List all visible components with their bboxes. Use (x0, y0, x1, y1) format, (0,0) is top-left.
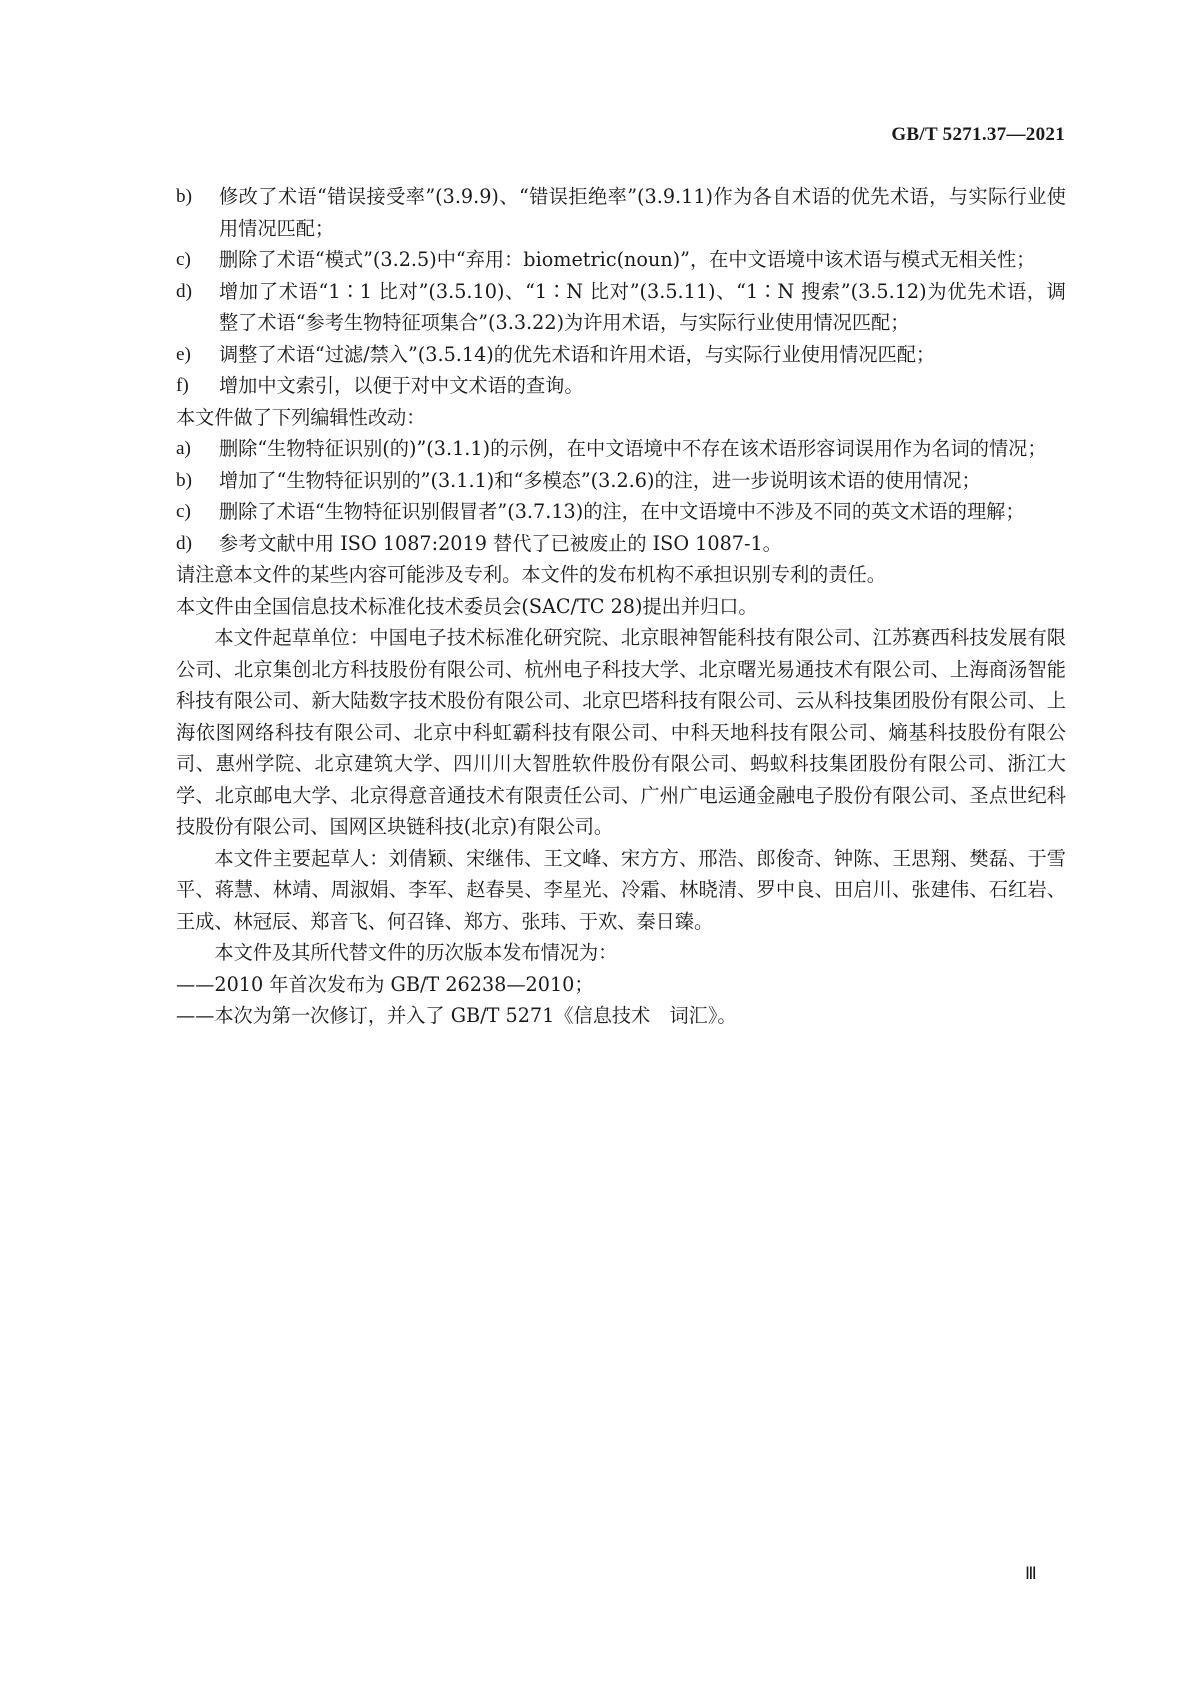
list-item (176, 370, 1066, 402)
list-item (176, 496, 1066, 528)
list-item (176, 244, 1066, 276)
editorial-changes-intro: 本文件做了下列编辑性改动： (176, 405, 426, 429)
editorial-changes-list (176, 433, 1066, 559)
document-body (176, 181, 1066, 1032)
proposed-by: 本文件由全国信息技术标准化技术委员会(SAC/TC 28)提出并归口。 (176, 594, 758, 618)
patent-notice: 请注意本文件的某些内容可能涉及专利。本文件的发布机构不承担识别专利的责任。 (176, 563, 886, 586)
drafting-units: 本文件起草单位：中国电子技术标准化研究院、北京眼神智能科技有限公司、江苏赛西科技发展有限公司、北京集创北方科技股份有限公司、杭州电子科技大学、北京曙光易通技术有限公司、上海商汤智能科技有限公司、新大陆数字技术股份有限公司、北京巴塔科技有限公司、云从科技集团股份有限公司、上海依图网络科技有限公司、北京中科虹霸科技有限公司、中科天地科技有限公司、熵基科技股份有限公司、惠州学院、北京建筑大学、四川川大智胜软件股份有限公司、蚂蚁科技集团股份有限公司、浙江大学、北京邮电大学、北京得意音通技术有限责任公司、广州广电运通金融电子股份有限公司、圣点世纪科技股份有限公司、国网区块链科技(北京)有限公司。 (176, 626, 1066, 838)
list-item (176, 433, 1066, 465)
list-item-text: 删除了术语“模式”(3.2.5)中“弃用：biometric(noun)”，在中文语境中该术语与模式无相关性； (219, 248, 1036, 271)
history-intro: 本文件及其所代替文件的历次版本发布情况为： (214, 941, 618, 964)
list-item-text: 增加中文索引，以便于对中文术语的查询。 (219, 374, 584, 397)
list-marker: a) (176, 438, 191, 459)
history-item: ——本次为第一次修订，并入了 GB/T 5271《信息技术 词汇》。 (176, 1004, 737, 1027)
drafters: 本文件主要起草人：刘倩颖、宋继伟、王文峰、宋方方、邢浩、郎俊奇、钟陈、王思翔、樊磊、于雪平、蒋慧、林靖、周淑娟、李军、赵春昊、李星光、冷霜、林晓清、罗中良、田启川、张建伟、石红岩、王成、林冠辰、郑音飞、何召锋、郑方、张玮、于欢、秦日臻。 (176, 846, 1066, 933)
list-item (176, 465, 1066, 497)
list-marker: f) (176, 375, 189, 396)
list-item-text: 增加了“生物特征识别的”(3.1.1)和“多模态”(3.2.6)的注，进一步说明该术语的使用情况； (219, 468, 981, 492)
list-item-text: 删除“生物特征识别(的)”(3.1.1)的示例，在中文语境中不存在该术语形容词误用作为名词的情况； (219, 437, 1047, 460)
standard-number-header: GB/T 5271.37—2021 (891, 124, 1065, 145)
list-marker: c) (176, 501, 191, 522)
list-marker: e) (176, 343, 191, 365)
list-marker: c) (176, 249, 191, 270)
list-item-text: 参考文献中用 ISO 1087:2019 替代了已被废止的 ISO 1087-1。 (219, 531, 782, 555)
page-number: Ⅲ (1025, 1564, 1037, 1583)
technical-changes-list (176, 181, 1066, 402)
list-item (176, 339, 1066, 371)
list-item-text: 删除了术语“生物特征识别假冒者”(3.7.13)的注，在中文语境中不涉及不同的英文术语的理解； (219, 500, 1025, 523)
list-item-text: 增加了术语“1∶1 比对”(3.5.10)、“1∶N 比对”(3.5.11)、“1∶N 搜索”(3.5.12)为优先术语，调整了术语“参考生物特征项集合”(3.3.22)为许用术语，与实际行业使用情况匹配； (219, 279, 1066, 334)
list-item-text: 修改了术语“错误接受率”(3.9.9)、“错误拒绝率”(3.9.11)作为各自术语的优先术语，与实际行业使用情况匹配； (219, 185, 1066, 240)
list-marker: b) (176, 186, 192, 207)
list-marker: d) (176, 532, 192, 554)
list-marker: d) (176, 280, 192, 302)
list-item (176, 181, 1066, 244)
history-item: ——2010 年首次发布为 GB/T 26238—2010； (176, 972, 594, 996)
list-item-text: 调整了术语“过滤/禁入”(3.5.14)的优先术语和许用术语，与实际行业使用情况匹配； (219, 342, 936, 366)
history-list (176, 969, 1066, 1032)
list-item (176, 528, 1066, 560)
list-item (176, 276, 1066, 339)
list-marker: b) (176, 469, 192, 491)
